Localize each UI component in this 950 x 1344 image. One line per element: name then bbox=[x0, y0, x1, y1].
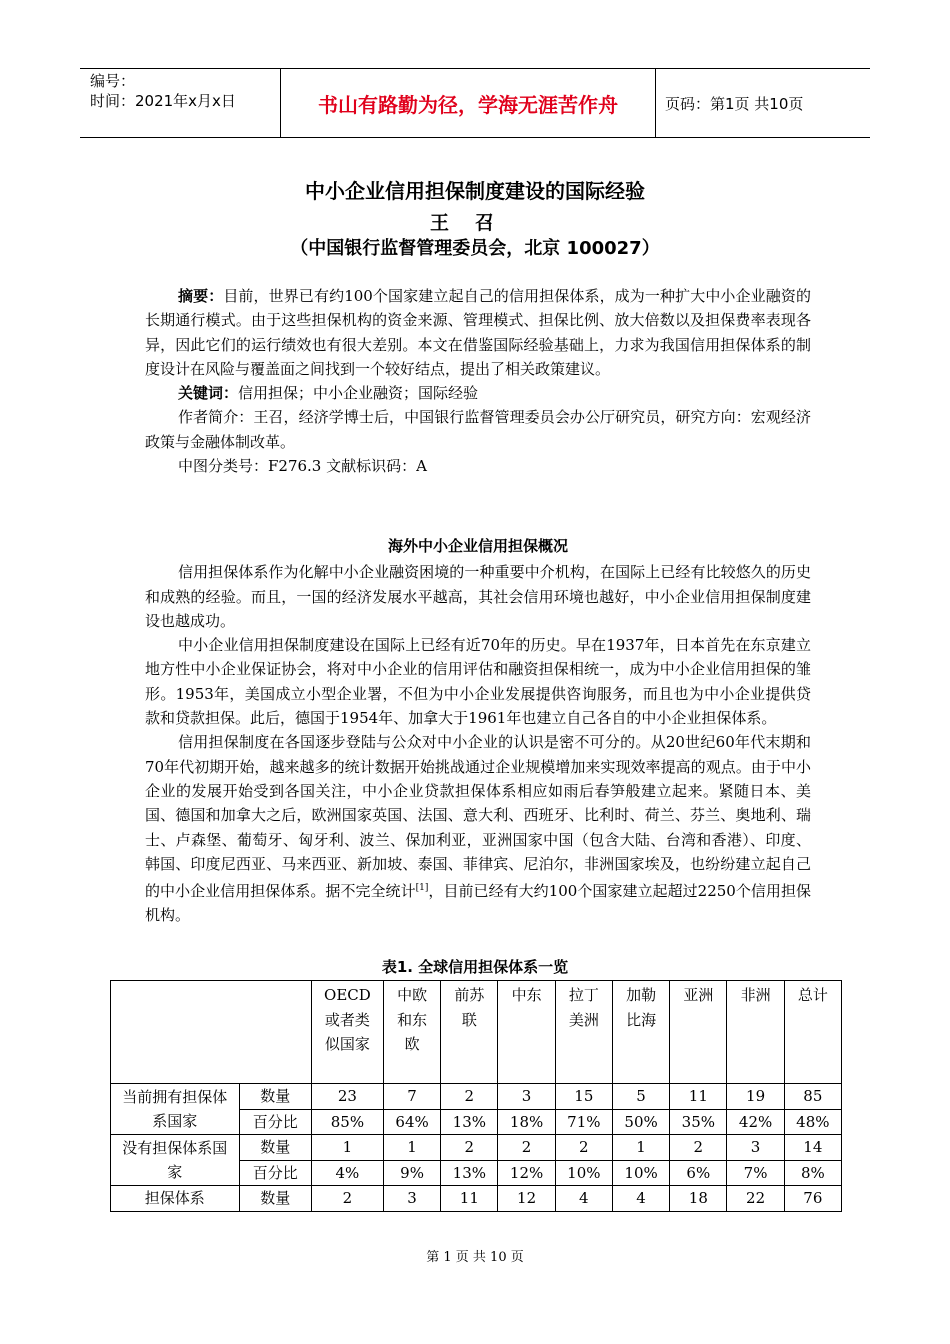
table-cell: 76 bbox=[784, 1186, 841, 1212]
keywords-label: 关键词： bbox=[178, 384, 239, 403]
table-cell: 1 bbox=[383, 1135, 440, 1161]
table-cell: 1 bbox=[612, 1135, 669, 1161]
citation-ref[interactable]: [1] bbox=[415, 883, 429, 894]
table-cell: 11 bbox=[670, 1084, 727, 1110]
column-header: 中欧和东欧 bbox=[383, 981, 440, 1084]
column-header: 拉丁美洲 bbox=[555, 981, 612, 1084]
row-group-label: 没有担保体系国家 bbox=[111, 1135, 240, 1186]
row-metric: 百分比 bbox=[239, 1109, 311, 1135]
classification-code: 中图分类号：F276.3 文献标识码：A bbox=[178, 457, 427, 476]
table-cell: 22 bbox=[727, 1186, 784, 1212]
guarantee-table bbox=[110, 980, 842, 1212]
table-cell: 6% bbox=[670, 1160, 727, 1186]
table-cell: 14 bbox=[784, 1135, 841, 1161]
table-cell: 71% bbox=[555, 1109, 612, 1135]
table-cell: 18% bbox=[498, 1109, 555, 1135]
table-cell: 42% bbox=[727, 1109, 784, 1135]
column-header: 亚洲 bbox=[670, 981, 727, 1084]
table-cell: 19 bbox=[727, 1084, 784, 1110]
table-cell: 1 bbox=[311, 1135, 383, 1161]
table-cell: 3 bbox=[383, 1186, 440, 1212]
table-cell: 7% bbox=[727, 1160, 784, 1186]
document-date-label: 时间：2021年x月x日 bbox=[90, 92, 236, 110]
table-cell: 2 bbox=[441, 1135, 498, 1161]
row-metric: 数量 bbox=[239, 1135, 311, 1161]
table-cell: 4 bbox=[555, 1186, 612, 1212]
table-cell: 4% bbox=[311, 1160, 383, 1186]
table-cell: 85 bbox=[784, 1084, 841, 1110]
header-page-number: 页码：第1页 共10页 bbox=[665, 94, 804, 113]
page-footer: 第 1 页 共 10 页 bbox=[426, 1250, 524, 1265]
column-header: OECD或者类似国家 bbox=[311, 981, 383, 1084]
table-cell: 85% bbox=[311, 1109, 383, 1135]
row-metric: 数量 bbox=[239, 1084, 311, 1110]
table-cell: 10% bbox=[612, 1160, 669, 1186]
keywords-text: 信用担保；中小企业融资；国际经验 bbox=[238, 384, 479, 403]
article-title: 中小企业信用担保制度建设的国际经验 bbox=[305, 179, 645, 203]
table-header-row bbox=[111, 981, 842, 1084]
paragraph-3 bbox=[145, 730, 811, 927]
document-number-label: 编号： bbox=[90, 72, 136, 90]
table-cell: 9% bbox=[383, 1160, 440, 1186]
table-cell: 2 bbox=[555, 1135, 612, 1161]
header-left bbox=[90, 71, 280, 111]
table-row bbox=[111, 1186, 842, 1212]
table-cell: 3 bbox=[727, 1135, 784, 1161]
paragraph-1: 信用担保体系作为化解中小企业融资困境的一种重要中介机构，在国际上已经有比较悠久的历史和成熟的经验。而且，一国的经济发展水平越高，其社会信用环境也越好，中小企业信用担保制度建设也越成功。 bbox=[145, 563, 811, 630]
table-row bbox=[111, 1084, 842, 1110]
header-motto: 书山有路勤为径，学海无涯苦作舟 bbox=[280, 69, 656, 137]
column-header: 加勒比海 bbox=[612, 981, 669, 1084]
table-cell: 35% bbox=[670, 1109, 727, 1135]
table-cell: 13% bbox=[441, 1109, 498, 1135]
table-cell: 48% bbox=[784, 1109, 841, 1135]
table-corner-cell bbox=[111, 981, 312, 1084]
table-cell: 12 bbox=[498, 1186, 555, 1212]
table-cell: 2 bbox=[441, 1084, 498, 1110]
row-metric: 百分比 bbox=[239, 1160, 311, 1186]
author-bio: 作者简介：王召，经济学博士后，中国银行监督管理委员会办公厅研究员，研究方向：宏观经济政策与金融体制改革。 bbox=[145, 408, 811, 451]
front-matter bbox=[145, 284, 811, 478]
table-cell: 50% bbox=[612, 1109, 669, 1135]
abstract bbox=[145, 284, 811, 381]
article-author: 王召 bbox=[429, 212, 520, 234]
row-metric: 数量 bbox=[239, 1186, 311, 1212]
paragraph-3-text-end: ，目前已经有大约100个国家建立起超过2250个信用担保机构。 bbox=[145, 882, 811, 925]
table-cell: 64% bbox=[383, 1109, 440, 1135]
page-header bbox=[80, 68, 870, 138]
table-cell: 11 bbox=[441, 1186, 498, 1212]
table-cell: 7 bbox=[383, 1084, 440, 1110]
column-header: 总计 bbox=[784, 981, 841, 1084]
paragraph-2: 中小企业信用担保制度建设在国际上已经有近70年的历史。早在1937年，日本首先在东京建立地方性中小企业保证协会，将对中小企业的信用评估和融资担保相统一，成为中小企业信用担保的雏形。1953年，美国成立小型企业署，不但为中小企业发展提供咨询服务，而且也为中小企业提供贷款和贷款担保。此后，德国于1954年、加拿大于1961年也建立自己各自的中小企业担保体系。 bbox=[145, 636, 811, 728]
table-cell: 12% bbox=[498, 1160, 555, 1186]
column-header: 中东 bbox=[498, 981, 555, 1084]
keywords bbox=[145, 381, 811, 405]
table-caption: 表1. 全球信用担保体系一览 bbox=[381, 958, 569, 976]
table-cell: 13% bbox=[441, 1160, 498, 1186]
row-group-label: 当前拥有担保体系国家 bbox=[111, 1084, 240, 1135]
table-cell: 18 bbox=[670, 1186, 727, 1212]
section-title: 海外中小企业信用担保概况 bbox=[387, 537, 568, 555]
table-row bbox=[111, 1135, 842, 1161]
abstract-text: 目前，世界已有约100个国家建立起自己的信用担保体系，成为一种扩大中小企业融资的长期通行模式。由于这些担保机构的资金来源、管理模式、担保比例、放大倍数以及担保费率表现各异，因此它们的运行绩效也有很大差别。本文在借鉴国际经验基础上，力求为我国信用担保体系的制度设计在风险与覆盖面之间找到一个较好结点，提出了相关政策建议。 bbox=[145, 287, 811, 378]
table-cell: 15 bbox=[555, 1084, 612, 1110]
section-overseas bbox=[145, 534, 811, 928]
table-cell: 2 bbox=[311, 1186, 383, 1212]
table-cell: 3 bbox=[498, 1084, 555, 1110]
paragraph-3-text: 信用担保制度在各国逐步登陆与公众对中小企业的认识是密不可分的。从20世纪60年代末期和70年代初期开始，越来越多的统计数据开始挑战通过企业规模增加来实现效率提高的观点。由于中小企业的发展开始受到各国关注，中小企业贷款担保体系相应如雨后春笋般建立起来。紧随日本、美国、德国和加拿大之后，欧洲国家英国、法国、意大利、西班牙、比利时、荷兰、芬兰、奥地利、瑞士、卢森堡、葡萄牙、匈牙利、波兰、保加利亚，亚洲国家中国（包含大陆、台湾和香港）、印度、韩国、印度尼西亚、马来西亚、新加坡、泰国、菲律宾、尼泊尔，非洲国家埃及，也纷纷建立起自己的中小企业信用担保体系。据不完全统计 bbox=[145, 733, 811, 901]
row-group-label: 担保体系 bbox=[111, 1186, 240, 1212]
column-header: 前苏联 bbox=[441, 981, 498, 1084]
table-cell: 2 bbox=[498, 1135, 555, 1161]
author-affiliation: （中国银行监督管理委员会，北京 100027） bbox=[290, 238, 660, 259]
table-cell: 23 bbox=[311, 1084, 383, 1110]
table-cell: 2 bbox=[670, 1135, 727, 1161]
abstract-label: 摘要： bbox=[178, 287, 224, 305]
table-cell: 5 bbox=[612, 1084, 669, 1110]
table-cell: 8% bbox=[784, 1160, 841, 1186]
table-cell: 4 bbox=[612, 1186, 669, 1212]
table-cell: 10% bbox=[555, 1160, 612, 1186]
column-header: 非洲 bbox=[727, 981, 784, 1084]
